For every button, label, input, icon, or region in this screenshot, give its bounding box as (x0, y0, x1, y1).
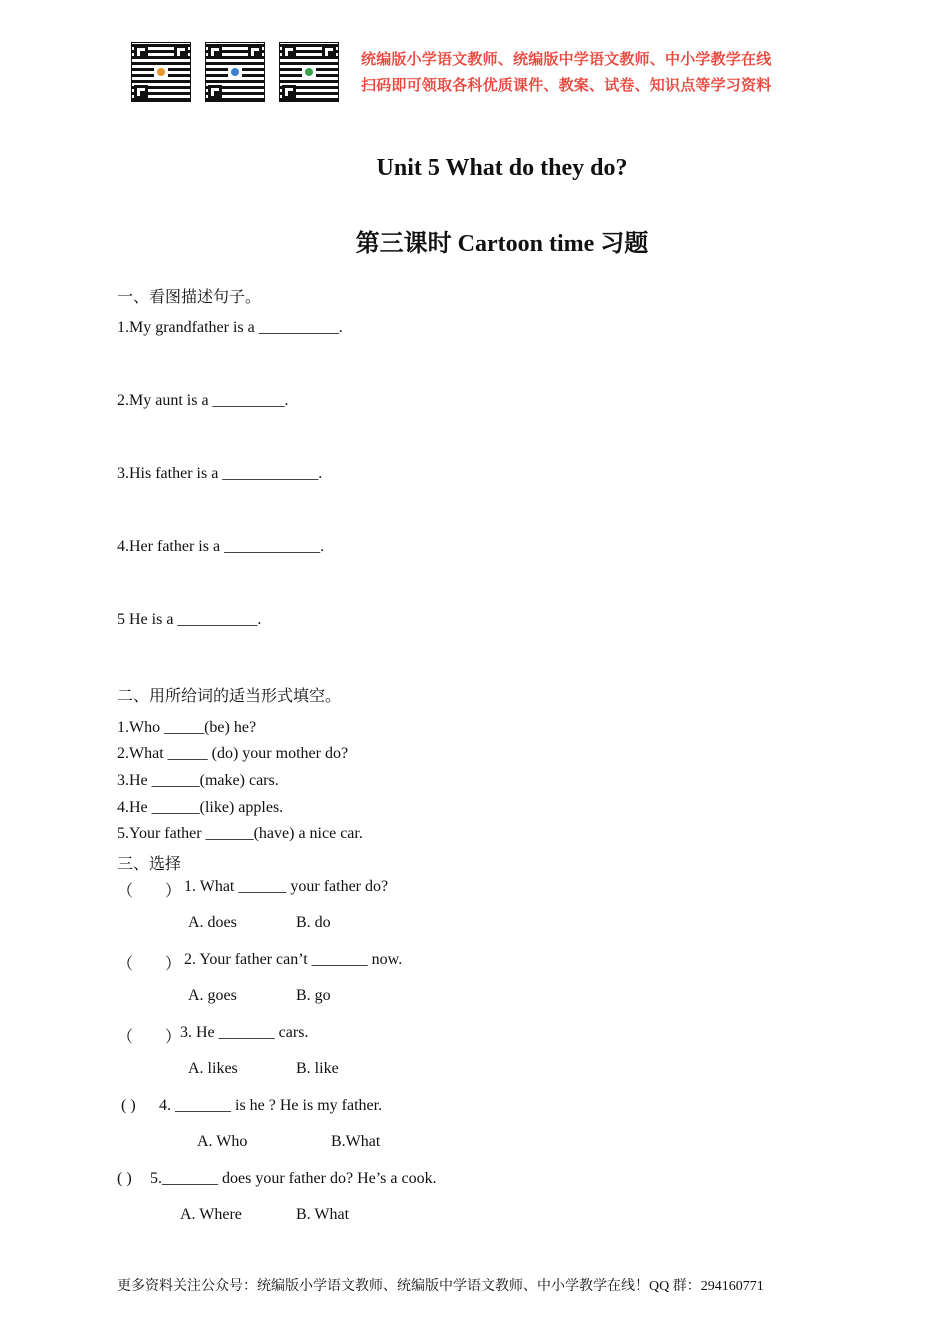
option-b: B.What (331, 1133, 381, 1150)
answer-bracket: ( ) (121, 1097, 136, 1114)
answer-bracket: （ ） (117, 883, 182, 900)
answer-bracket: （ ） (117, 1029, 182, 1046)
question-text: 2. Your father can’t _______ now. (184, 951, 403, 968)
part1-item: 2.My aunt is a _________. (117, 392, 289, 409)
option-b: B. do (296, 914, 331, 931)
option-a: A. likes (188, 1060, 238, 1077)
page-subtitle: 第三课时 Cartoon time 习题 (355, 231, 649, 257)
qr-code-icon (279, 42, 339, 102)
question-text: 1. What ______ your father do? (184, 878, 389, 895)
answer-bracket: ( ) (117, 1170, 132, 1187)
part1-item: 1.My grandfather is a __________. (117, 319, 343, 336)
question-text: 3. He _______ cars. (180, 1024, 309, 1041)
part1-item: 5 He is a __________. (117, 611, 262, 628)
part2-item: 3.He ______(make) cars. (117, 772, 279, 789)
option-b: B. What (296, 1206, 350, 1223)
option-a: A. goes (188, 987, 237, 1004)
part2-item: 2.What _____ (do) your mother do? (117, 745, 349, 762)
page-title: Unit 5 What do they do? (376, 155, 628, 181)
option-a: A. Where (180, 1206, 242, 1223)
option-b: B. go (296, 987, 331, 1004)
qr-code-icon (131, 42, 191, 102)
promo-line-1: 统编版小学语文教师、统编版中学语文教师、中小学教学在线 (361, 50, 772, 68)
part2-item: 5.Your father ______(have) a nice car. (117, 825, 363, 842)
part3-heading: 三、选择 (117, 856, 182, 873)
part2-item: 1.Who _____(be) he? (117, 719, 257, 736)
option-b: B. like (296, 1060, 339, 1077)
question-text: 5._______ does your father do? He’s a cook. (150, 1170, 437, 1187)
option-a: A. Who (197, 1133, 248, 1150)
footer-text: 更多资料关注公众号：统编版小学语文教师、统编版中学语文教师、中小学教学在线！QQ 群：294160771 (117, 1279, 764, 1294)
part1-heading: 一、看图描述句子。 (117, 289, 262, 306)
qr-code-icon (205, 42, 265, 102)
option-a: A. does (188, 914, 237, 931)
question-text: 4. _______ is he ? He is my father. (159, 1097, 383, 1114)
part2-heading: 二、用所给词的适当形式填空。 (117, 688, 342, 705)
part1-item: 4.Her father is a ____________. (117, 538, 325, 555)
promo-line-2: 扫码即可领取各科优质课件、教案、试卷、知识点等学习资料 (361, 76, 772, 94)
answer-bracket: （ ） (117, 956, 182, 973)
part2-item: 4.He ______(like) apples. (117, 799, 284, 816)
part1-item: 3.His father is a ____________. (117, 465, 323, 482)
